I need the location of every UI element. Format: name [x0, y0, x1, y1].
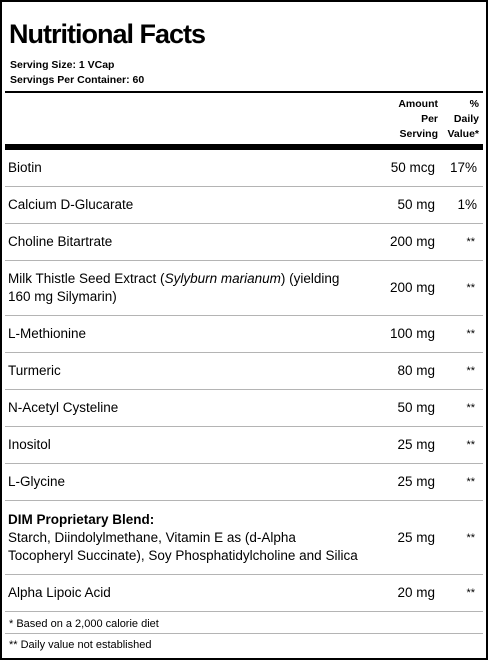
table-row: [5, 187, 483, 224]
table-row: [5, 353, 483, 390]
nutrient-name: L-Glycine: [8, 474, 66, 489]
table-row: [5, 464, 483, 501]
nutrient-name: Alpha Lipoic Acid: [8, 585, 111, 600]
footnote-not-established: ** Daily value not established: [9, 639, 152, 651]
table-row: [5, 390, 483, 427]
nutrient-name: [8, 270, 363, 306]
dv-header-line2: Daily: [453, 113, 479, 125]
nutrient-amount: 200 mg: [389, 234, 435, 249]
nutrient-amount: 50 mg: [397, 197, 435, 212]
nutrient-name-part: Milk Thistle Seed Extract (: [8, 271, 165, 286]
amount-header-line1: Amount: [398, 98, 438, 110]
latin-name: Sylyburn marianum: [164, 271, 281, 286]
nutrient-amount: 50 mg: [397, 400, 435, 415]
nutrient-amount: 80 mg: [397, 363, 435, 378]
nutrient-daily-value: **: [466, 236, 475, 248]
nutrient-amount: 100 mg: [389, 326, 435, 341]
nutrient-name-part: ) (yielding 160 mg Silymarin): [8, 271, 340, 304]
nutrient-daily-value: **: [466, 531, 475, 544]
table-row: [5, 501, 483, 575]
serving-size: Serving Size: 1 VCap: [10, 59, 115, 71]
nutrient-name: Turmeric: [8, 363, 61, 378]
amount-header-line3: Serving: [399, 128, 438, 140]
nutrient-name: Choline Bitartrate: [8, 234, 113, 249]
nutrient-amount: 25 mg: [397, 529, 435, 545]
nutrient-amount: 200 mg: [389, 280, 435, 295]
nutrient-table: [5, 150, 483, 612]
blend-ingredients: Starch, Diindolylmethane, Vitamin E as (d-Alpha Tocopheryl Succinate), Soy Phosphatidylcholine and Silica: [8, 529, 358, 563]
table-row: [5, 224, 483, 261]
daily-value-header: [441, 97, 479, 142]
page-title: Nutritional Facts: [9, 19, 206, 49]
nutrient-name: Inositol: [8, 437, 51, 452]
nutrient-daily-value: 1%: [457, 197, 477, 212]
top-divider: [5, 91, 483, 93]
nutrient-amount: 25 mg: [397, 437, 435, 452]
nutrient-daily-value: **: [466, 282, 475, 294]
dv-header-line3: Value*: [447, 128, 479, 140]
nutrient-name: [8, 511, 363, 565]
footnote-divider: [5, 633, 483, 634]
panel-content: [5, 2, 483, 658]
footnote-daily-value: * Based on a 2,000 calorie diet: [9, 618, 159, 630]
table-row: [5, 575, 483, 612]
nutrient-amount: 20 mg: [397, 585, 435, 600]
table-row: [5, 316, 483, 353]
nutrient-name: Calcium D-Glucarate: [8, 197, 134, 212]
dv-header-line1: %: [469, 98, 479, 110]
nutrient-amount: 50 mcg: [390, 160, 435, 175]
nutrient-daily-value: **: [466, 587, 475, 599]
nutrient-daily-value: 17%: [449, 160, 477, 175]
nutrient-daily-value: **: [466, 402, 475, 414]
nutrient-daily-value: **: [466, 365, 475, 377]
amount-header-line2: Per: [421, 113, 438, 125]
nutrient-daily-value: **: [466, 328, 475, 340]
nutrient-name: Biotin: [8, 160, 42, 175]
nutrient-name: N-Acetyl Cysteline: [8, 400, 119, 415]
nutrient-name: L-Methionine: [8, 326, 87, 341]
table-row: [5, 427, 483, 464]
nutrient-daily-value: **: [466, 476, 475, 488]
blend-title: DIM Proprietary Blend:: [8, 511, 155, 527]
servings-per-container: Servings Per Container: 60: [10, 74, 145, 86]
nutrient-amount: 25 mg: [397, 474, 435, 489]
amount-per-serving-header: [378, 97, 438, 142]
table-row: [5, 261, 483, 316]
table-row: [5, 150, 483, 187]
nutrient-daily-value: **: [466, 439, 475, 451]
